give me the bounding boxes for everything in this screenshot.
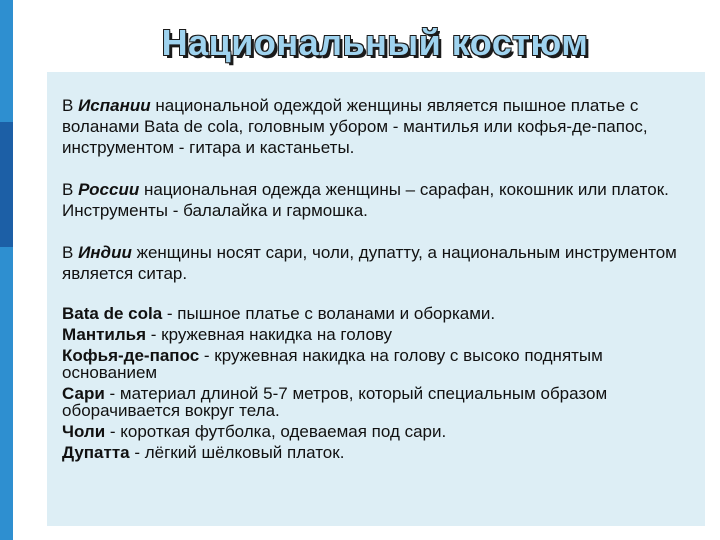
- definition-term: Мантилья: [62, 325, 147, 344]
- definition-item: [62, 326, 682, 343]
- paragraph-prefix: В: [62, 243, 79, 262]
- definition-item: [62, 444, 682, 461]
- definition-term: Bata de cola: [62, 304, 163, 323]
- definition-term: Чоли: [62, 422, 106, 441]
- paragraph-text: женщины носят сари, чоли, дупатту, а национальным инструментом является ситар.: [62, 243, 677, 283]
- slide-content: [62, 95, 682, 465]
- definition-text: - лёгкий шёлковый платок.: [129, 443, 345, 462]
- paragraph-russia: [62, 179, 682, 221]
- side-accent-bar-bottom: [0, 247, 13, 540]
- definition-text: - кружевная накидка на голову: [146, 325, 393, 344]
- definition-text: - материал длиной 5-7 метров, который специальным образом оборачивается вокруг тела.: [62, 384, 608, 420]
- definition-text: - кружевная накидка на голову с высоко поднятым основанием: [62, 346, 603, 382]
- paragraph-prefix: В: [62, 180, 79, 199]
- paragraph-india: [62, 242, 682, 284]
- country-name: Индии: [78, 243, 132, 262]
- definition-text: - пышное платье с воланами и оборками.: [162, 304, 496, 323]
- country-name: Испании: [78, 96, 151, 115]
- definition-term: Сари: [62, 384, 105, 403]
- paragraph-text: национальная одежда женщины – сарафан, кокошник или платок. Инструменты - балалайка и гармошка.: [62, 180, 669, 220]
- definition-term: Кофья-де-папос: [62, 346, 200, 365]
- side-accent-bar-middle: [0, 122, 13, 247]
- definition-item: [62, 423, 682, 440]
- country-name: России: [78, 180, 140, 199]
- definition-term: Дупатта: [62, 443, 130, 462]
- definition-item: [62, 347, 682, 381]
- paragraph-spain: [62, 95, 682, 158]
- paragraph-text: национальной одеждой женщины является пышное платье с воланами Bata de cola, головным убором - мантилья или кофья-де-папос, инструментом - гитара и кастаньеты.: [62, 96, 648, 157]
- slide-title: Национальный костюм: [161, 22, 589, 63]
- definition-item: [62, 305, 682, 322]
- definition-item: [62, 385, 682, 419]
- paragraph-prefix: В: [62, 96, 79, 115]
- definition-text: - короткая футболка, одеваемая под сари.: [105, 422, 447, 441]
